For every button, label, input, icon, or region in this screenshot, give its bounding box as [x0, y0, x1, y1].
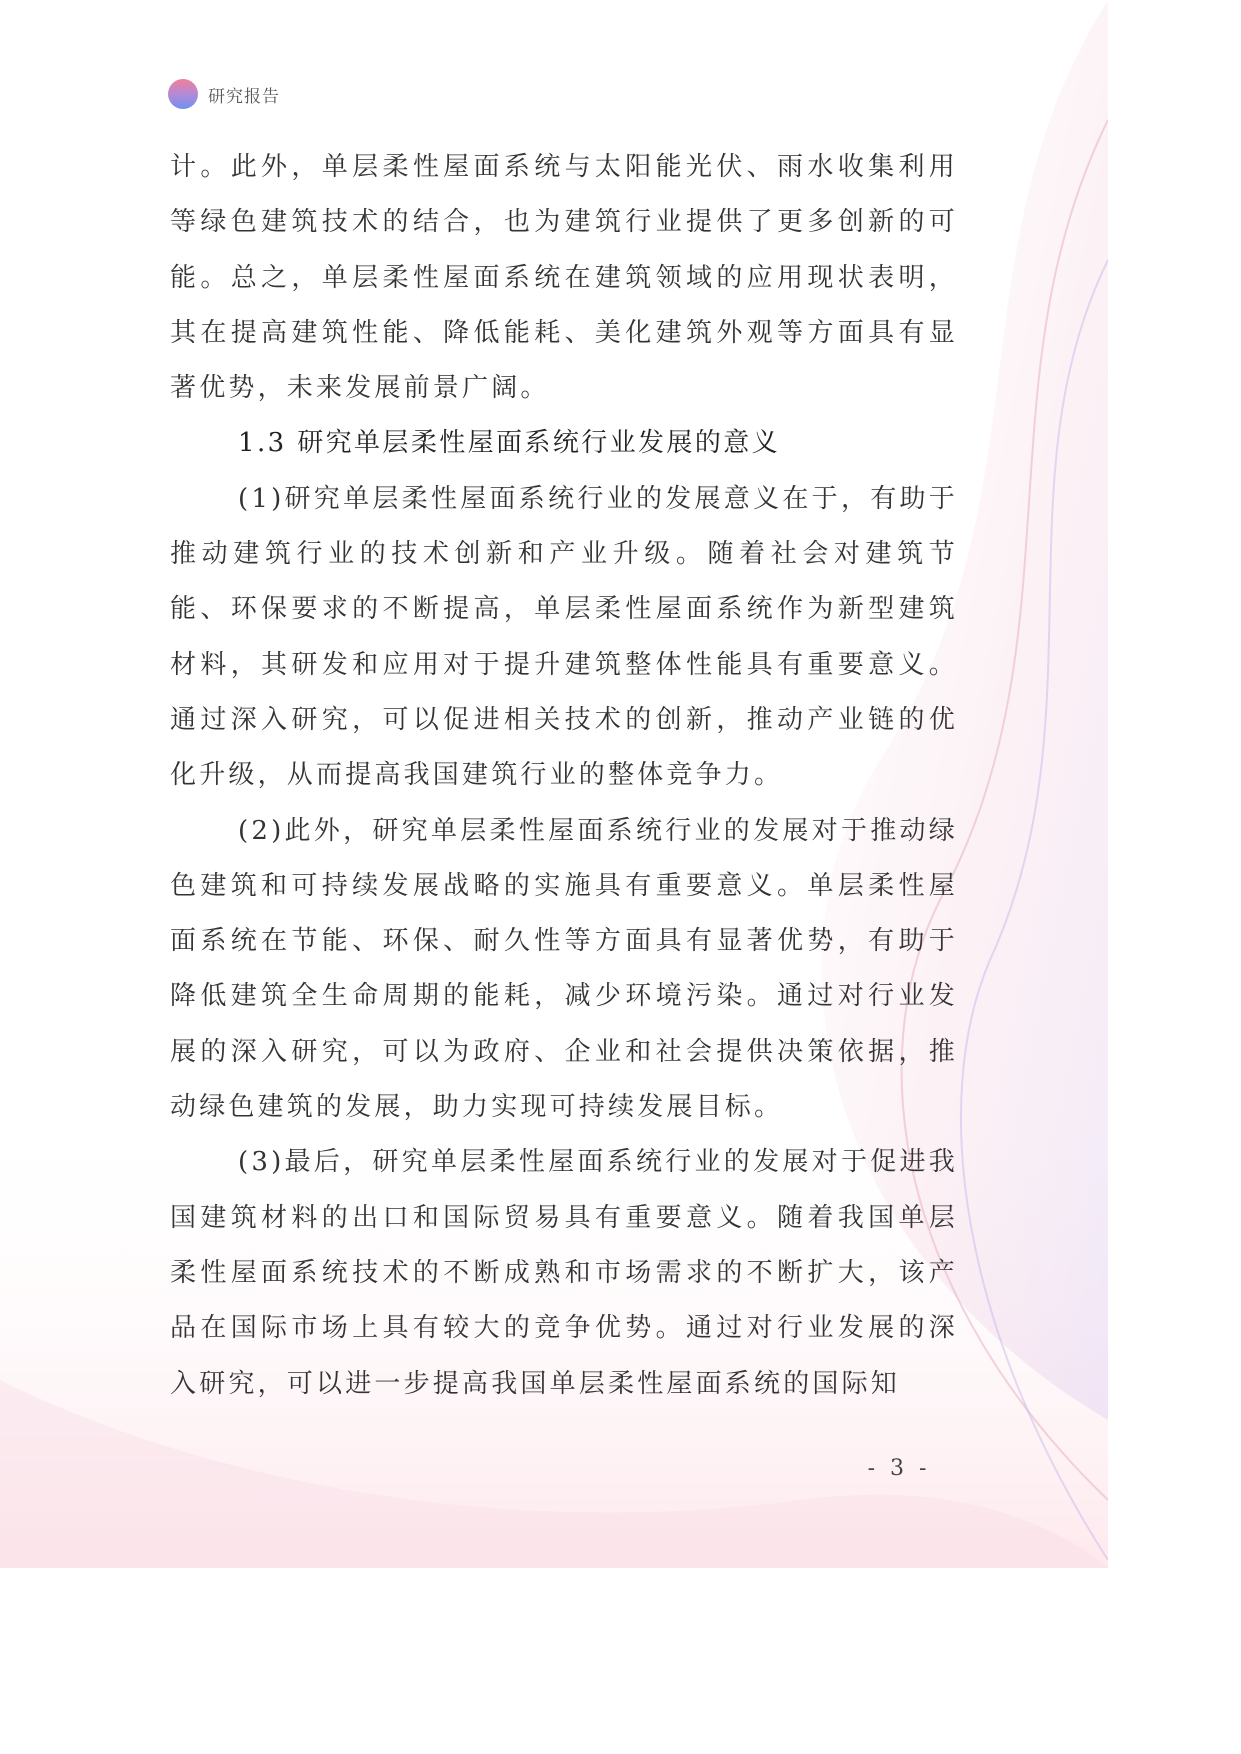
paragraph-continuation: 计。此外，单层柔性屋面系统与太阳能光伏、雨水收集利用等绿色建筑技术的结合，也为建筑行业提供了更多创新的可能。总之，单层柔性屋面系统在建筑领域的应用现状表明，其在提高建筑性能、降低能耗、美化建筑外观等方面具有显著优势，未来发展前景广阔。	[170, 152, 958, 404]
logo-circle-icon	[168, 79, 198, 109]
document-body	[170, 140, 958, 1412]
paragraph-point-1: (1)研究单层柔性屋面系统行业的发展意义在于，有助于推动建筑行业的技术创新和产业升级。随着社会对建筑节能、环保要求的不断提高，单层柔性屋面系统作为新型建筑材料，其研发和应用对于提升建筑整体性能具有重要意义。通过深入研究，可以促进相关技术的创新，推动产业链的优化升级，从而提高我国建筑行业的整体竞争力。	[170, 483, 958, 791]
header-label: 研究报告	[208, 86, 280, 107]
page-number: - 3 -	[867, 1456, 931, 1481]
section-heading: 1.3 研究单层柔性屋面系统行业发展的意义	[238, 428, 781, 459]
report-header	[168, 79, 280, 109]
paragraph-point-3: (3)最后，研究单层柔性屋面系统行业的发展对于促进我国建筑材料的出口和国际贸易具有重要意义。随着我国单层柔性屋面系统技术的不断成熟和市场需求的不断扩大，该产品在国际市场上具有较大的竞争优势。通过对行业发展的深入研究，可以进一步提高我国单层柔性屋面系统的国际知	[170, 1147, 958, 1399]
paragraph-point-2: (2)此外，研究单层柔性屋面系统行业的发展对于推动绿色建筑和可持续发展战略的实施具有重要意义。单层柔性屋面系统在节能、环保、耐久性等方面具有显著优势，有助于降低建筑全生命周期的能耗，减少环境污染。通过对行业发展的深入研究，可以为政府、企业和社会提供决策依据，推动绿色建筑的发展，助力实现可持续发展目标。	[170, 815, 958, 1123]
